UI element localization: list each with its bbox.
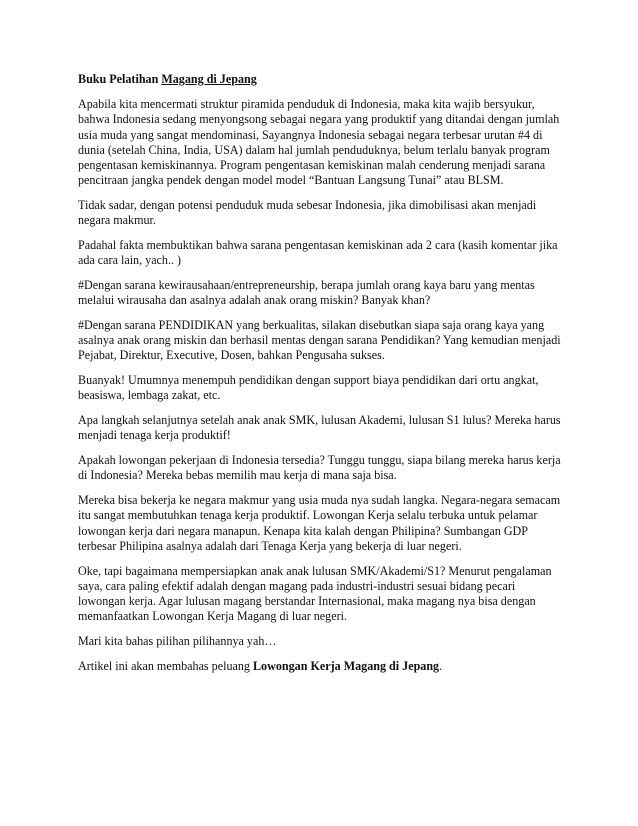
document-page: [78, 72, 562, 684]
paragraph-work-abroad: Mereka bisa bekerja ke negara makmur yang usia muda nya sudah langka. Negara-negara semacam itu sangat membutuhkan tenaga kerja produktif. Lowongan Kerja selalu terbuka untuk pelamar lowongan kerja dari negara manapun. Kenapa kita kalah dengan Philipina? Sumbangan GDP terbesar Philipina asalnya adalah dari Tenaga Kerja yang bekerja di luar negeri.: [78, 493, 561, 553]
title-link[interactable]: Magang di Jepang: [161, 72, 257, 86]
paragraph-options: Mari kita bahas pilihan pilihannya yah…: [78, 634, 277, 649]
paragraph-intro: Apabila kita mencermati struktur piramida penduduk di Indonesia, maka kita wajib bersyukur, bahwa Indonesia sedang menyongsong sebagai negara yang produktif yang ditandai dengan jumlah usia muda yang sangat mendominasi, Sayangnya Indonesia sebagai negara terbesar urutan #4 di dunia (setelah China, India, USA) dalam hal jumlah penduduknya, belum terlalu banyak program pengentasan kemiskinannya. Program pengentasan kemiskinan malah cenderung menjadi sarana pencitraan jangka pendek dengan model model “Bantuan Langsung Tunai” atau BLSM.: [78, 97, 560, 188]
closing-highlight: Lowongan Kerja Magang di Jepang: [252, 658, 440, 673]
paragraph-buanyak: Buanyak! Umumnya menempuh pendidikan dengan support biaya pendidikan dari ortu angkat, beasiswa, lembaga zakat, etc.: [78, 373, 539, 403]
paragraph-two-ways: Padahal fakta membuktikan bahwa sarana pengentasan kemiskinan ada 2 cara (kasih komentar jika ada cara lain, yach.. ): [78, 238, 558, 268]
paragraph-entrepreneurship: #Dengan sarana kewirausahaan/entrepreneurship, berapa jumlah orang kaya baru yang mentas melalui wirausaha dan asalnya adalah anak orang miskin? Banyak khan?: [78, 278, 535, 308]
paragraph-internship: Oke, tapi bagaimana mempersiapkan anak anak lulusan SMK/Akademi/S1? Menurut pengalaman saya, cara paling efektif adalah dengan magang pada industri-industri sesuai bidang pecari lowongan kerja. Agar lulusan magang berstandar Internasional, maka magang nya bisa dengan memanfaatkan Lowongan Kerja Magang di luar negeri.: [78, 563, 552, 624]
closing-prefix: Artikel ini akan membahas peluang: [78, 658, 253, 673]
paragraph-next-step: Apa langkah selanjutnya setelah anak anak SMK, lulusan Akademi, lulusan S1 lulus? Mereka harus menjadi tenaga kerja produktif!: [78, 413, 561, 443]
title-prefix: Buku Pelatihan: [78, 72, 162, 86]
paragraph-education: #Dengan sarana PENDIDIKAN yang berkualitas, silakan disebutkan siapa saja orang kaya yang asalnya anak orang miskin dan berhasil mentas dengan sarana Pendidikan? Yang kemudian menjadi Pejabat, Direktur, Executive, Dosen, bahkan Pengusaha sukses.: [78, 318, 561, 363]
paragraph-closing: [78, 659, 562, 674]
document-title: [78, 72, 562, 87]
closing-suffix: .: [439, 658, 443, 673]
paragraph-job-availability: Apakah lowongan pekerjaan di Indonesia tersedia? Tunggu tunggu, siapa bilang mereka harus kerja di Indonesia? Mereka bebas memilih mau kerja di mana saja bisa.: [78, 453, 561, 483]
paragraph-potential: Tidak sadar, dengan potensi penduduk muda sebesar Indonesia, jika dimobilisasi akan menjadi negara makmur.: [78, 198, 537, 228]
